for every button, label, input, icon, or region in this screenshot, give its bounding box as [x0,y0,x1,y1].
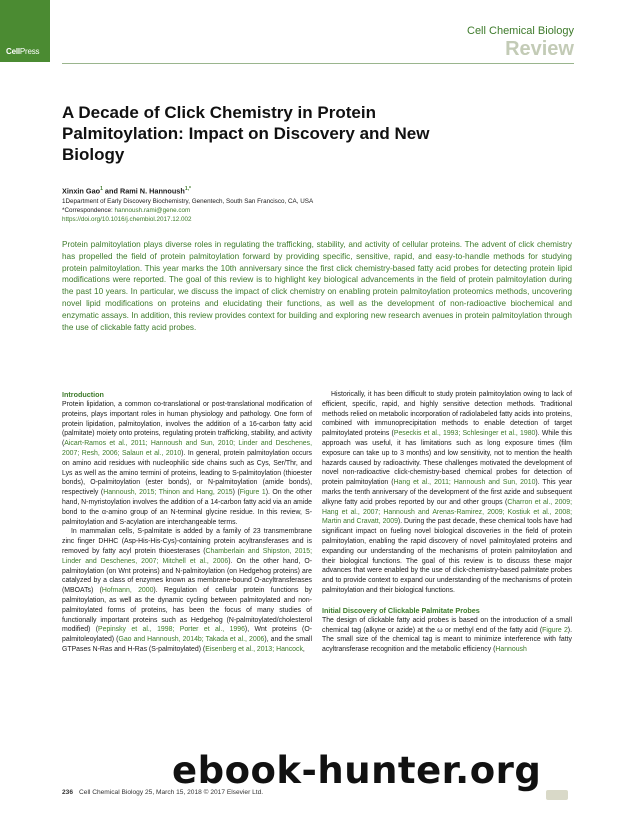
body-text: ). During the past decade, these chemical tools have had significant impact on fueling novel biological discoveries in the field of protein palmitoylation, enabling the rapid discovery of novel palmitoylated proteins and expanding our understanding of the mechanisms of protein palmitoylation and their biological functions. The goal of this review is to discuss these major advances that were enabled by the use of click-chemistry-based palmitate probes and to provide context to expand our understanding of the mechanisms of protein palmitoylation and their biological functions. [322,518,572,594]
body-text: ). The small size of the chemical tag is meant to minimize interference with fatty acyltransferase recognition and the metabolic efficiency ( [322,626,572,654]
affiliation: 1Department of Early Discovery Biochemistry, Genentech, South San Francisco, CA, USA [62,198,314,205]
body-text: In mammalian cells, S-palmitate is added by a family of 23 transmembrane zinc finger DHHC (Asp-His-His-Cys)-containing protein acyltransferases and is removed by fatty acyl protein thioesterases ( [62,528,312,555]
paragraph [322,390,572,596]
abstract: Protein palmitoylation plays diverse roles in regulating the trafficking, stability, and activity of cellular proteins. The advent of click chemistry has propelled the field of protein palmitoylation forward by providing specific, sensitive, rapid, and easy-to-handle methods for studying protein palmitoylation. This year marks the 10th anniversary since the first click chemistry-based fatty acid probes for detecting protein lipid modifications were reported. The goal of this review is to highlight key biological advancements in the field of protein palmitoylation during the past 10 years. In particular, we discuss the impact of click chemistry on enabling protein palmitoylation proteomics methods, uncovering novel lipid modifications on proteins and elucidating their functions, as well as the development of non-radioactive biochemical and enzymatic assays. In addition, this review provides context for building and exploring new research avenues in protein palmitoylation through the use of clickable fatty acid probes. [62,240,572,332]
body-text: ), Wnt proteins (O-palmitoleoylated) ( [62,626,313,644]
body-text: ) ( [232,489,240,497]
author-name: Xinxin Gao [62,186,101,196]
elsevier-logo-icon [546,790,568,800]
citation-link[interactable]: Eisenberg et al., 2013; Hancock [205,645,303,653]
section-heading: Initial Discovery of Clickable Palmitate Probes [322,605,480,615]
paragraph [62,527,312,654]
body-text: , [302,645,305,653]
paragraph [62,400,312,527]
author-line: Xinxin Gao$^1$ and Rami N. Hannoush$^{1,*}$ [62,186,191,196]
watermark: ebook-hunter.org [172,749,542,792]
header-rule [62,63,574,64]
email-link[interactable]: hannoush.rami@gene.com [114,207,191,214]
section-label: Review [505,38,574,60]
section-heading: Introduction [62,390,104,399]
body-text: ). On the other hand, O-palmitoylation (on Wnt proteins) and N-palmitoylation (on Hedgehog proteins) are catalyzed by a class of enzymes known as membrane-bound O-acyltransferases (MBOATs) ( [62,557,312,595]
cellpress-logo: CellPress [0,0,50,62]
page-number: 236 [62,789,74,796]
doi-link[interactable]: https://doi.org/10.1016/j.chembiol.2017.12.002 [62,216,192,223]
left-column [62,390,312,655]
citation-link[interactable]: Aicart-Ramos et al., 2011; Hannoush and Sun, 2010; Linder and Deschenes, 2007; Resh, 2006; Salaun et al., 2010 [62,440,312,457]
body-text: Protein lipidation, a common co-translational or post-translational modification of proteins, plays important roles in human physiology and pathology. One form of protein lipidation, palmitoylation, involves the addition of a 16-carbon fatty acid (palmitate) moiety onto proteins, regulating protein trafficking, stability, and activity ( [62,401,312,448]
footer-citation: Cell Chemical Biology 25, March 15, 2018 © 2017 Elsevier Ltd. [79,789,264,796]
body-text: Historically, it has been difficult to study protein palmitoylation owing to lack of efficient, specific, rapid, and highly sensitive detection methods. Traditional methods relied on metabolic incorporation of radiolabeled fatty acids into proteins, combined with immunoprecipitation methods to enable detection of target palmitoylated proteins ( [322,391,572,438]
body-text: The design of clickable fatty acid probes is based on the introduction of a small chemical tag (alkyne or azide) at the ω or methyl end of the fatty acid ( [322,616,572,634]
citation-link[interactable]: Figure 2 [542,626,568,634]
article-title: A Decade of Click Chemistry in Protein Palmitoylation: Impact on Discovery and New Biology [62,103,430,164]
correspondence: *Correspondence: hannoush.rami@gene.com [62,207,191,214]
citation-link[interactable]: Hannoush [495,646,527,654]
body-text: ). While this approach was useful, it has limitations such as long exposure times (film exposure can take up to 3 months) and low sensitivity, not to mention the health hazards caused by radioactivity. These challenges motivated the development of novel non-radioactive click-chemistry-based chemical probes for detection of protein palmitoylation ( [322,430,572,487]
citation-link[interactable]: Hannoush, 2015; Thinon and Hang, 2015 [103,489,233,497]
paragraph [322,616,572,655]
citation-link[interactable]: Figure 1 [239,489,266,497]
citation-link[interactable]: Gao and Hannoush, 2014b; Takada et al., 2006 [118,636,265,644]
citation-link[interactable]: Hofmann, 2000 [101,587,154,595]
citation-link[interactable]: Hang et al., 2011; Hannoush and Sun, 2010 [393,479,536,487]
citation-link[interactable]: Chamberlain and Shipston, 2015; Linder and Deschenes, 2007; Mitchell et al., 2006 [62,547,312,565]
citation-link[interactable]: Pepinsky et al., 1998; Porter et al., 1996 [98,626,245,634]
right-column [322,390,572,655]
body-text: ). This year marks the tenth anniversary of the development of the first azide and subsequent alkyne fatty acid probes reported by our and other groups ( [322,479,572,506]
citation-link[interactable]: Peseckis et al., 1993; Schlesinger et al., 1980 [393,430,536,438]
journal-name: Cell Chemical Biology [467,25,574,37]
author-name: Rami N. Hannoush [119,186,185,196]
body-text: ), and the small GTPases N-Ras and H-Ras (S-palmitoylated) ( [62,636,312,653]
body-text: ). On the other hand, N-myristoylation involves the addition of a 14-carbon fatty acid via an amide bond to the α-amino group of an N-terminal glycine residue. In this review, S-palmitoylation and S-acylation are interchangeable terms. [62,489,312,526]
body-text: ). In general, protein palmitoylation occurs on amino acid residues with nucleophilic side chains such as Cys, Ser/Thr, and Lys as well as the amino termini of proteins, leading to S-palmitoylation (thioester bonds), O-palmitoylation (ester bonds), or N-palmitoylation (amide bonds), respectively ( [62,449,312,497]
citation-link[interactable]: Charron et al., 2009; Hang et al., 2007; Hannoush and Arenas-Ramirez, 2009; Kostiuk et al., 2008; Martin and Cravatt, 2009 [322,498,572,526]
body-text: ). Regulation of cellular protein functions by palmitoylation, as well as the dynamic cycling between palmitoylated and non-palmitoylated forms of proteins, has been the focus of many studies of functionally important proteins such as Hedgehog (N-palmitoylated/cholesterol modified) ( [62,587,312,634]
